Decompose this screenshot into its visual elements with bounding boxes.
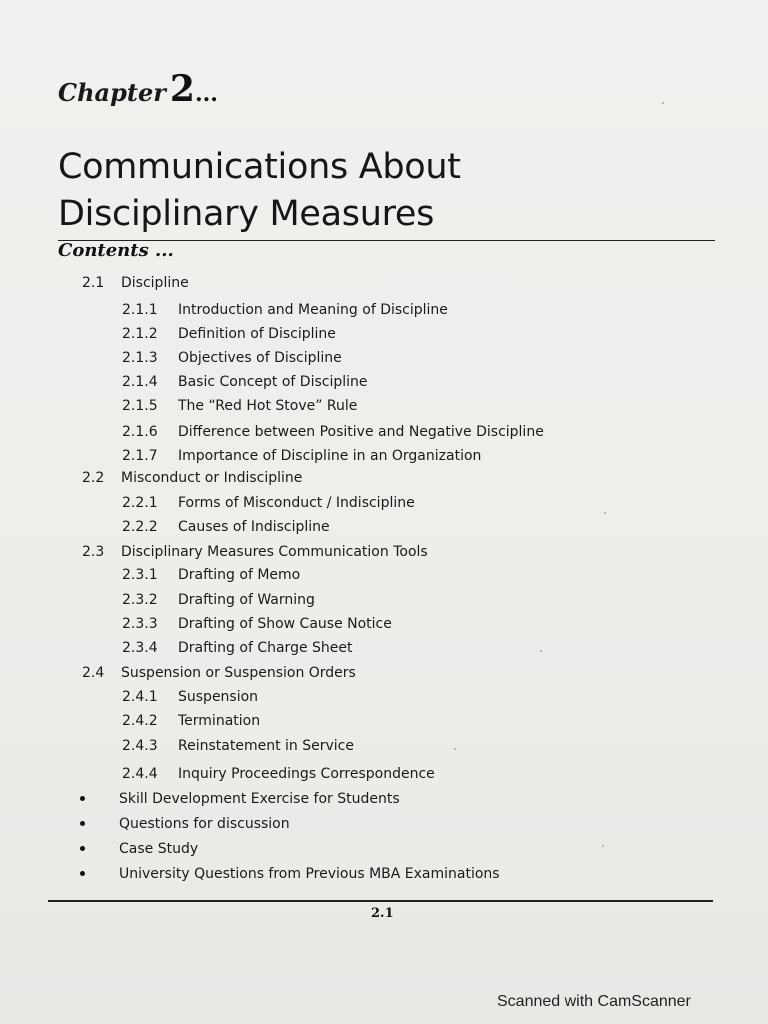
toc-section <box>82 274 748 294</box>
toc-number: 2.1.6 <box>122 424 158 440</box>
chapter-ellipsis: ... <box>194 81 218 107</box>
toc-section <box>82 664 748 684</box>
toc-number: 2.2.2 <box>122 519 158 535</box>
chapter-word: Chapter <box>58 78 166 107</box>
toc-title: Forms of Misconduct / Indiscipline <box>178 495 415 511</box>
toc-title: Inquiry Proceedings Correspondence <box>178 766 435 782</box>
toc-subsection <box>122 591 748 611</box>
camscanner-watermark: Scanned with CamScanner <box>497 993 691 1010</box>
bullet-icon <box>80 871 85 876</box>
scan-speck <box>662 102 664 104</box>
toc-number: 2.1 <box>82 275 105 291</box>
toc-number: 2.1.5 <box>122 398 158 414</box>
chapter-title-line-2: Disciplinary Measures <box>58 194 435 234</box>
toc-subsection <box>122 566 748 586</box>
toc-title: Basic Concept of Discipline <box>178 374 368 390</box>
toc-subsection <box>122 301 748 321</box>
toc-bullet-item <box>80 790 748 810</box>
toc-subsection <box>122 349 748 369</box>
toc-title: Skill Development Exercise for Students <box>119 791 400 807</box>
toc-bullet-item <box>80 815 748 835</box>
toc-subsection <box>122 712 748 732</box>
toc-subsection <box>122 325 748 345</box>
toc-title: Reinstatement in Service <box>178 738 354 754</box>
toc-title: The “Red Hot Stove” Rule <box>178 398 358 414</box>
toc-number: 2.4.3 <box>122 738 158 754</box>
toc-title: Termination <box>178 713 261 729</box>
toc-number: 2.2.1 <box>122 495 158 511</box>
toc-title: Definition of Discipline <box>178 326 336 342</box>
toc-title: Disciplinary Measures Communication Tools <box>121 544 428 560</box>
toc-title: Introduction and Meaning of Discipline <box>178 302 448 318</box>
toc-number: 2.4.4 <box>122 766 158 782</box>
toc-subsection <box>122 447 748 467</box>
toc-number: 2.3.2 <box>122 592 158 608</box>
toc-title: Drafting of Show Cause Notice <box>178 616 392 632</box>
contents-heading: Contents ... <box>58 240 174 261</box>
toc-title: Suspension <box>178 689 259 705</box>
bullet-icon <box>80 846 85 851</box>
scan-speck <box>604 512 606 514</box>
toc-subsection <box>122 688 748 708</box>
toc-title: Difference between Positive and Negative Discipline <box>178 424 544 440</box>
toc-title: Objectives of Discipline <box>178 350 342 366</box>
toc-number: 2.2 <box>82 470 105 486</box>
toc-title: Questions for discussion <box>119 816 290 832</box>
toc-subsection <box>122 423 748 443</box>
toc-section <box>82 543 748 563</box>
bullet-icon <box>80 821 85 826</box>
scan-speck <box>602 845 604 847</box>
bullet-icon <box>80 796 85 801</box>
toc-title: Importance of Discipline in an Organization <box>178 448 482 464</box>
toc-number: 2.1.7 <box>122 448 158 464</box>
toc-number: 2.3.1 <box>122 567 158 583</box>
toc-bullet-item <box>80 865 748 885</box>
toc-title: Drafting of Warning <box>178 592 315 608</box>
toc-number: 2.3.4 <box>122 640 158 656</box>
toc-number: 2.4.1 <box>122 689 158 705</box>
toc-subsection <box>122 639 748 659</box>
footer-rule <box>48 900 713 902</box>
toc-title: Misconduct or Indiscipline <box>121 470 303 486</box>
toc-number: 2.1.2 <box>122 326 158 342</box>
toc-title: Suspension or Suspension Orders <box>121 665 356 681</box>
toc-title: Discipline <box>121 275 189 291</box>
toc-title: University Questions from Previous MBA Examinations <box>119 866 500 882</box>
toc-subsection <box>122 737 748 757</box>
toc-bullet-item <box>80 840 748 860</box>
toc-title: Drafting of Charge Sheet <box>178 640 353 656</box>
toc-subsection <box>122 615 748 635</box>
toc-subsection <box>122 373 748 393</box>
toc-title: Drafting of Memo <box>178 567 301 583</box>
chapter-title-line-1: Communications About <box>58 147 461 187</box>
toc-subsection <box>122 494 748 514</box>
toc-subsection <box>122 397 748 417</box>
toc-subsection <box>122 518 748 538</box>
chapter-number: 2 <box>169 68 195 110</box>
scan-speck <box>540 650 542 652</box>
toc-number: 2.3 <box>82 544 105 560</box>
toc-section <box>82 469 748 489</box>
toc-number: 2.4 <box>82 665 105 681</box>
toc-number: 2.1.4 <box>122 374 158 390</box>
toc-number: 2.1.1 <box>122 302 158 318</box>
toc-number: 2.3.3 <box>122 616 158 632</box>
toc-title: Causes of Indiscipline <box>178 519 330 535</box>
toc-subsection <box>122 765 748 785</box>
toc-title: Case Study <box>119 841 199 857</box>
scan-speck <box>454 748 456 750</box>
toc-number: 2.4.2 <box>122 713 158 729</box>
toc-number: 2.1.3 <box>122 350 158 366</box>
page-number: 2.1 <box>371 906 394 921</box>
